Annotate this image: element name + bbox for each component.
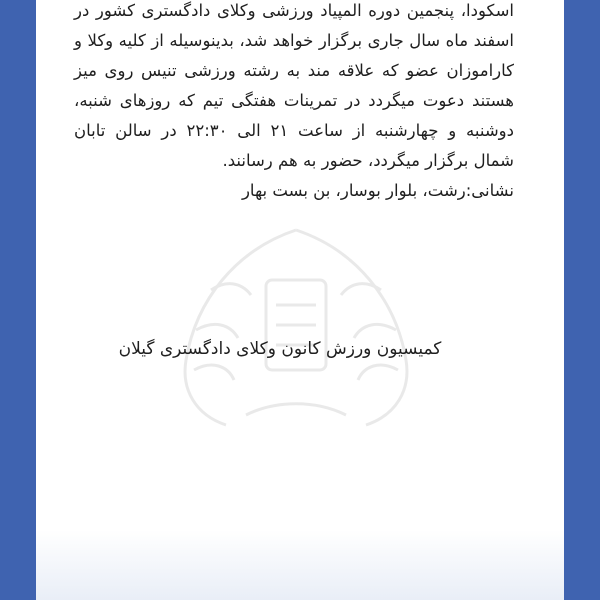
announcement-body: اسکودا، پنجمین دوره المپیاد ورزشی وکلای دادگستری کشور در اسفند ماه سال جاری برگزار خواهد شد، بدینوسیله از کلیه وکلا و کاراموزان عضو که علاقه مند به رشته ورزشی تنیس روی میز هستند دعوت میگردد در تمرینات هفتگی تیم که روزهای شنبه، دوشنبه و چهارشنبه از ساعت ۲۱ الی ۲۲:۳۰ در سالن تابان شمال برگزار میگردد، حضور به هم رسانند. bbox=[74, 1, 514, 170]
announcement-address: نشانی:رشت، بلوار بوسار، بن بست بهار bbox=[241, 181, 514, 200]
emblem-watermark-icon bbox=[116, 210, 476, 440]
announcement-text bbox=[74, 0, 514, 206]
announcement-signature: کمیسیون ورزش کانون وکلای دادگستری گیلان bbox=[118, 339, 442, 359]
announcement-panel bbox=[36, 0, 564, 600]
panel-bottom-fade bbox=[36, 530, 564, 600]
